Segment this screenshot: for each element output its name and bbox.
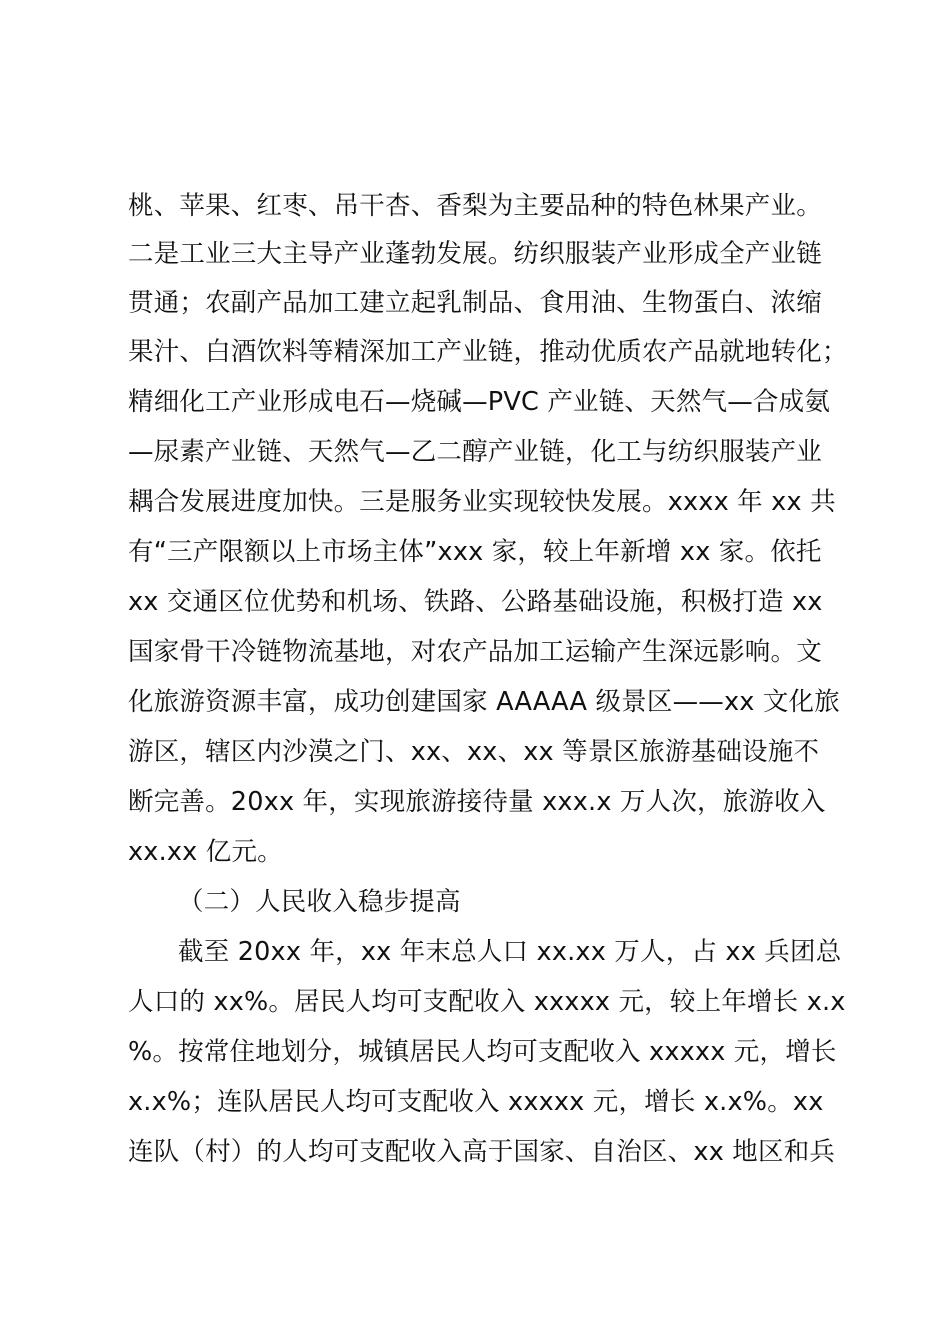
text-line-9: xx 交通区位优势和机场、铁路、公路基础设施，积极打造 xx <box>128 587 823 617</box>
text-line-10: 国家骨干冷链物流基地，对农产品加工运输产生深远影响。文 <box>128 637 822 667</box>
text-line-1: 桃、苹果、红枣、吊干杏、香梨为主要品种的特色林果产业。 <box>128 191 822 221</box>
text-line-5: 精细化工产业形成电石—烧碱—PVC 产业链、天然气—合成氨 <box>128 387 831 417</box>
text-line-6: —尿素产业链、天然气—乙二醇产业链，化工与纺织服装产业 <box>128 437 822 467</box>
text-line-4: 果汁、白酒饮料等精深加工产业链，推动优质农产品就地转化； <box>128 337 848 367</box>
text-line-14: xx.xx 亿元。 <box>128 837 283 867</box>
text-line-17: 人口的 xx%。居民人均可支配收入 xxxxx 元，较上年增长 x.x <box>128 987 846 1017</box>
text-line-11: 化旅游资源丰富，成功创建国家 AAAAA 级景区——xx 文化旅 <box>128 687 840 717</box>
text-line-19: x.x%；连队居民人均可支配收入 xxxxx 元，增长 x.x%。xx <box>128 1087 824 1117</box>
text-line-18: %。按常住地划分，城镇居民人均可支配收入 xxxxx 元，增长 <box>128 1037 837 1067</box>
text-line-16: 截至 20xx 年，xx 年末总人口 xx.xx 万人，占 xx 兵团总 <box>178 937 842 967</box>
section-heading: （二）人民收入稳步提高 <box>178 887 461 917</box>
text-line-3: 贯通；农副产品加工建立起乳制品、食用油、生物蛋白、浓缩 <box>128 288 822 318</box>
text-line-13: 断完善。20xx 年，实现旅游接待量 xxx.x 万人次，旅游收入 <box>128 787 826 817</box>
text-line-12: 游区，辖区内沙漠之门、xx、xx、xx 等景区旅游基础设施不 <box>128 737 820 767</box>
text-line-2: 二是工业三大主导产业蓬勃发展。纺织服装产业形成全产业链 <box>128 239 822 269</box>
text-line-8: 有“三产限额以上市场主体”xxx 家，较上年新增 xx 家。依托 <box>128 537 822 567</box>
text-line-7: 耦合发展进度加快。三是服务业实现较快发展。xxxx 年 xx 共 <box>128 487 836 517</box>
text-line-20: 连队（村）的人均可支配收入高于国家、自治区、xx 地区和兵 <box>128 1137 836 1167</box>
